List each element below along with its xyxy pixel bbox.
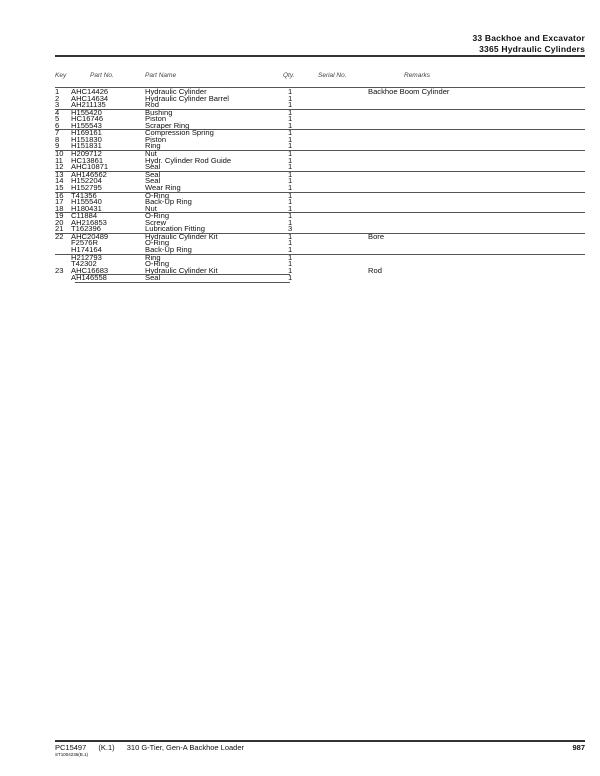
key-cell: 13 [55,169,64,179]
part-name-cell: Rod [145,100,159,109]
part-no-cell: AHC10871 [71,162,109,172]
qty-cell: 1 [288,252,293,262]
part-name-cell: O-Ring [145,259,170,269]
part-no-cell: AHC14426 [71,87,109,96]
qty-cell: 1 [288,217,293,227]
part-name-cell: Piston [145,114,167,124]
key-cell: 4 [55,107,60,117]
qty-cell: 1 [288,93,293,103]
key-cell: 5 [55,114,60,124]
col-header-part-no: Part No. [90,72,114,79]
part-no-cell: T162396 [71,224,101,234]
group-separator [55,129,585,130]
group-separator [75,282,290,283]
group-separator [55,254,585,255]
machine-title: 310 G-Tier, Gen-A Backhoe Loader [126,743,245,752]
group-separator [55,150,585,151]
part-no-cell: T41356 [71,190,97,200]
part-no-cell: H169161 [71,128,102,138]
qty-cell: 1 [288,182,293,192]
col-header-part-name: Part Name [145,72,177,79]
part-name-cell: Hydr. Cylinder Rod Guide [145,155,232,165]
key-cell: 1 [55,87,60,96]
key-cell: 23 [55,265,64,275]
part-no-cell: T42302 [71,259,97,269]
qty-cell: 1 [288,162,293,172]
key-cell: 22 [55,231,64,241]
part-name-cell: Hydraulic Cylinder Barrel [145,93,229,103]
subsection-title: 3365 Hydraulic Cylinders [479,44,585,54]
header-rule [55,55,585,57]
part-name-cell: Scraper Ring [145,120,190,130]
qty-cell: 3 [288,224,293,234]
qty-cell: 1 [288,114,293,124]
qty-cell: 1 [288,197,293,206]
qty-cell: 1 [288,190,293,200]
qty-cell: 1 [288,141,293,151]
col-header-key: Key [55,72,67,79]
table-header-rule [55,87,585,88]
qty-cell: 1 [288,238,293,248]
part-no-cell: AHC20489 [71,231,109,241]
group-separator [55,212,585,213]
qty-cell: 1 [288,128,293,138]
part-name-cell: Hydraulic Cylinder Kit [145,231,218,241]
part-name-cell: Screw [145,217,167,227]
key-cell: 9 [55,141,60,151]
part-name-cell: Lubrication Fitting [145,224,205,234]
remarks-cell: Bore [368,231,385,241]
key-cell: 6 [55,120,60,130]
part-name-cell: Seal [145,169,161,179]
part-name-cell: Hydraulic Cylinder Kit [145,265,218,275]
part-no-cell: H212793 [71,252,102,262]
qty-cell: 1 [288,169,293,179]
qty-cell: 1 [288,259,293,269]
qty-cell: 1 [288,87,293,96]
qty-cell: 1 [288,211,293,221]
key-cell: 12 [55,162,64,172]
key-cell: 7 [55,128,60,138]
part-no-cell: H151831 [71,141,102,151]
part-no-cell: H155543 [71,120,102,130]
part-name-cell: Ring [145,252,161,262]
part-no-cell: H152795 [71,182,102,192]
qty-cell: 1 [288,100,293,109]
group-separator [75,274,290,275]
part-no-cell: H174164 [71,244,102,254]
part-name-cell: Seal [145,176,161,186]
key-cell: 11 [55,155,63,165]
key-cell: 14 [55,176,64,186]
col-header-remarks: Remarks [404,72,431,79]
part-name-cell: Hydraulic Cylinder [145,87,207,96]
part-no-cell: H152204 [71,176,102,186]
part-name-cell: Seal [145,273,161,283]
key-cell: 16 [55,190,64,200]
part-no-cell: AHC14634 [71,93,109,103]
group-separator [55,171,585,172]
group-separator [55,192,585,193]
key-cell: 2 [55,93,60,103]
qty-cell: 1 [288,107,293,117]
part-no-cell: AH146558 [71,273,107,283]
key-cell: 18 [55,203,64,213]
qty-cell: 1 [288,155,293,165]
part-name-cell: Piston [145,134,167,144]
part-no-cell: HC13861 [71,155,104,165]
footer-info [55,743,254,752]
part-name-cell: O-Ring [145,238,170,248]
key-cell: 15 [55,182,64,192]
part-name-cell: Back-Up Ring [145,197,192,206]
doc-revision: (K.1) [98,743,115,752]
part-name-cell: Wear Ring [145,182,181,192]
doc-number: PC15497 [55,743,87,752]
part-no-cell: H155420 [71,107,102,117]
part-no-cell: C11884 [71,211,98,221]
group-separator [55,233,585,234]
qty-cell: 1 [288,203,293,213]
part-name-cell: Nut [145,149,157,159]
key-cell: 3 [55,100,60,109]
col-header-qty: Qty. [283,72,295,79]
part-no-cell: F2576R [71,238,99,248]
part-name-cell: Nut [145,203,157,213]
key-cell: 20 [55,217,64,227]
page-number: 987 [572,743,585,752]
section-title: 33 Backhoe and Excavator [472,33,585,43]
part-name-cell: Back-Up Ring [145,244,192,254]
part-name-cell: O-Ring [145,190,170,200]
group-separator [55,109,585,110]
part-no-cell: AHC16683 [71,265,109,275]
key-cell: 17 [55,197,64,206]
part-name-cell: Compression Spring [145,128,214,138]
part-name-cell: Bushing [145,107,173,117]
remarks-cell: Backhoe Boom Cylinder [368,87,450,96]
part-name-cell: Seal [145,162,161,172]
qty-cell: 1 [288,120,293,130]
qty-cell: 1 [288,231,293,241]
footer-rule [55,740,585,742]
part-name-cell: Ring [145,141,161,151]
qty-cell: 1 [288,244,293,254]
part-no-cell: H151830 [71,134,102,144]
qty-cell: 1 [288,176,293,186]
part-no-cell: H180431 [71,203,102,213]
qty-cell: 1 [288,134,293,144]
sub-id: ST1004236(B.1) [55,752,89,757]
part-no-cell: HC16746 [71,114,104,124]
qty-cell: 1 [288,149,293,159]
key-cell: 10 [55,149,64,159]
part-no-cell: AH211135 [71,100,106,109]
col-header-serial-no: Serial No. [318,72,347,79]
key-cell: 21 [55,224,64,234]
part-no-cell: H155540 [71,197,102,206]
qty-cell: 1 [288,273,293,283]
key-cell: 8 [55,134,60,144]
part-no-cell: AH146562 [71,169,107,179]
qty-cell: 1 [288,265,293,275]
part-no-cell: AH216853 [71,217,107,227]
remarks-cell: Rod [368,265,382,275]
part-name-cell: O-Ring [145,211,170,221]
part-no-cell: H209712 [71,149,102,159]
key-cell: 19 [55,211,64,221]
